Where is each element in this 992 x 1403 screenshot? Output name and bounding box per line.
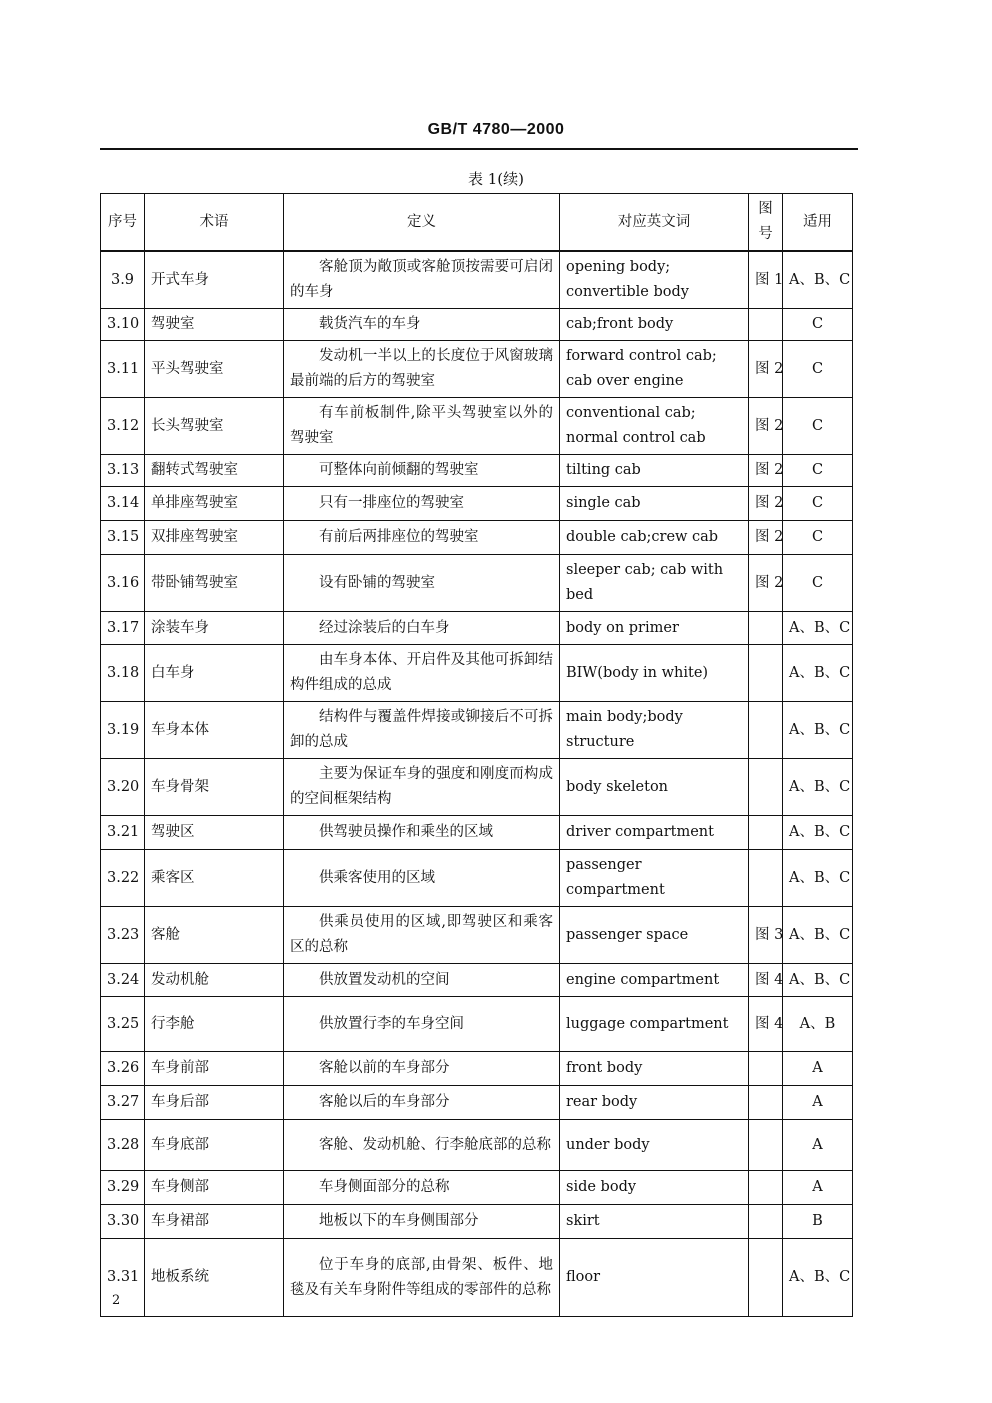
table-row [101, 612, 853, 645]
term-applicable: C [783, 341, 853, 398]
term-applicable: C [783, 398, 853, 455]
term-figure [749, 1052, 783, 1086]
term-name: 平头驾驶室 [145, 341, 284, 398]
term-name: 驾驶区 [145, 816, 284, 850]
term-name: 行李舱 [145, 997, 284, 1052]
term-definition: 地板以下的车身侧围部分 [284, 1205, 560, 1239]
term-definition: 供放置行李的车身空间 [284, 997, 560, 1052]
term-definition: 位于车身的底部,由骨架、板件、地毯及有关车身附件等组成的零部件的总称 [284, 1239, 560, 1317]
table-row [101, 1120, 853, 1171]
term-figure [749, 1205, 783, 1239]
term-definition: 客舱顶为敞顶或客舱顶按需要可启闭的车身 [284, 251, 560, 309]
term-applicable: C [783, 555, 853, 612]
term-name: 驾驶室 [145, 309, 284, 341]
term-name: 翻转式驾驶室 [145, 455, 284, 487]
table-row [101, 850, 853, 907]
column-header-number: 序号 [101, 194, 145, 252]
term-number: 3.24 [101, 964, 145, 997]
column-header-english: 对应英文词 [560, 194, 749, 252]
term-name: 车身本体 [145, 702, 284, 759]
term-name: 涂装车身 [145, 612, 284, 645]
term-definition: 供驾驶员操作和乘坐的区域 [284, 816, 560, 850]
table-row [101, 964, 853, 997]
term-applicable: A、B、C [783, 759, 853, 816]
term-figure: 图 2 [749, 521, 783, 555]
term-number: 3.17 [101, 612, 145, 645]
table-row [101, 1086, 853, 1120]
column-header-term: 术语 [145, 194, 284, 252]
column-header-figure: 图号 [749, 194, 783, 252]
term-english: luggage compartment [560, 997, 749, 1052]
term-name: 车身底部 [145, 1120, 284, 1171]
term-number: 3.15 [101, 521, 145, 555]
term-english: BIW(body in white) [560, 645, 749, 702]
term-number: 3.31 [101, 1239, 145, 1317]
term-applicable: C [783, 521, 853, 555]
term-name: 车身后部 [145, 1086, 284, 1120]
column-header-applicable: 适用 [783, 194, 853, 252]
term-figure: 图 2 [749, 487, 783, 521]
term-name: 带卧铺驾驶室 [145, 555, 284, 612]
term-number: 3.28 [101, 1120, 145, 1171]
term-figure [749, 612, 783, 645]
term-english: passenger compartment [560, 850, 749, 907]
term-definition: 主要为保证车身的强度和刚度而构成的空间框架结构 [284, 759, 560, 816]
term-number: 3.14 [101, 487, 145, 521]
term-applicable: B [783, 1205, 853, 1239]
term-applicable: A [783, 1052, 853, 1086]
table-row [101, 1171, 853, 1205]
term-name: 车身骨架 [145, 759, 284, 816]
term-number: 3.20 [101, 759, 145, 816]
term-english: forward control cab; cab over engine [560, 341, 749, 398]
term-applicable: A、B、C [783, 816, 853, 850]
term-english: rear body [560, 1086, 749, 1120]
term-figure: 图 1 [749, 251, 783, 309]
term-number: 3.22 [101, 850, 145, 907]
term-figure [749, 816, 783, 850]
term-name: 车身前部 [145, 1052, 284, 1086]
table-row [101, 455, 853, 487]
term-english: double cab;crew cab [560, 521, 749, 555]
term-english: opening body; convertible body [560, 251, 749, 309]
term-english: passenger space [560, 907, 749, 964]
table-row [101, 1205, 853, 1239]
term-number: 3.18 [101, 645, 145, 702]
table-row [101, 816, 853, 850]
term-number: 3.25 [101, 997, 145, 1052]
term-english: under body [560, 1120, 749, 1171]
table-row [101, 997, 853, 1052]
term-number: 3.26 [101, 1052, 145, 1086]
term-definition: 发动机一半以上的长度位于风窗玻璃最前端的后方的驾驶室 [284, 341, 560, 398]
term-name: 双排座驾驶室 [145, 521, 284, 555]
term-definition: 有车前板制件,除平头驾驶室以外的驾驶室 [284, 398, 560, 455]
term-number: 3.27 [101, 1086, 145, 1120]
term-applicable: A、B、C [783, 1239, 853, 1317]
term-name: 开式车身 [145, 251, 284, 309]
term-number: 3.9 [101, 251, 145, 309]
term-applicable: C [783, 455, 853, 487]
term-number: 3.29 [101, 1171, 145, 1205]
term-english: conventional cab; normal control cab [560, 398, 749, 455]
term-applicable: A、B、C [783, 612, 853, 645]
table-row [101, 1052, 853, 1086]
term-definition: 客舱以后的车身部分 [284, 1086, 560, 1120]
term-definition: 客舱、发动机舱、行李舱底部的总称 [284, 1120, 560, 1171]
term-english: tilting cab [560, 455, 749, 487]
term-english: single cab [560, 487, 749, 521]
term-english: body skeleton [560, 759, 749, 816]
page-number: 2 [112, 1293, 121, 1308]
term-name: 客舱 [145, 907, 284, 964]
term-english: floor [560, 1239, 749, 1317]
term-figure: 图 4 [749, 997, 783, 1052]
term-name: 单排座驾驶室 [145, 487, 284, 521]
term-figure: 图 3 [749, 907, 783, 964]
term-number: 3.19 [101, 702, 145, 759]
term-applicable: A、B、C [783, 251, 853, 309]
term-number: 3.12 [101, 398, 145, 455]
term-applicable: A [783, 1120, 853, 1171]
term-figure [749, 1086, 783, 1120]
term-figure [749, 850, 783, 907]
term-figure [749, 702, 783, 759]
term-figure: 图 2 [749, 555, 783, 612]
term-name: 发动机舱 [145, 964, 284, 997]
table-row [101, 521, 853, 555]
term-applicable: A、B、C [783, 645, 853, 702]
term-english: skirt [560, 1205, 749, 1239]
term-number: 3.30 [101, 1205, 145, 1239]
term-definition: 经过涂装后的白车身 [284, 612, 560, 645]
table-caption: 表 1(续) [467, 170, 525, 188]
table-header-row [101, 194, 853, 252]
term-english: side body [560, 1171, 749, 1205]
term-english: engine compartment [560, 964, 749, 997]
terms-table [100, 193, 853, 1317]
term-number: 3.23 [101, 907, 145, 964]
term-definition: 供乘员使用的区域,即驾驶区和乘客区的总称 [284, 907, 560, 964]
table-row [101, 759, 853, 816]
term-definition: 客舱以前的车身部分 [284, 1052, 560, 1086]
term-number: 3.13 [101, 455, 145, 487]
term-number: 3.21 [101, 816, 145, 850]
term-definition: 供乘客使用的区域 [284, 850, 560, 907]
table-row [101, 645, 853, 702]
term-name: 长头驾驶室 [145, 398, 284, 455]
term-figure [749, 645, 783, 702]
term-definition: 可整体向前倾翻的驾驶室 [284, 455, 560, 487]
term-figure: 图 2 [749, 455, 783, 487]
table-row [101, 1239, 853, 1317]
table-row [101, 702, 853, 759]
term-name: 乘客区 [145, 850, 284, 907]
term-applicable: A、B、C [783, 850, 853, 907]
term-applicable: A、B [783, 997, 853, 1052]
term-figure [749, 1120, 783, 1171]
table-row [101, 309, 853, 341]
term-figure [749, 1239, 783, 1317]
term-figure: 图 2 [749, 341, 783, 398]
table-row [101, 398, 853, 455]
term-applicable: A [783, 1086, 853, 1120]
term-english: sleeper cab; cab with bed [560, 555, 749, 612]
table-row [101, 487, 853, 521]
term-number: 3.10 [101, 309, 145, 341]
term-english: body on primer [560, 612, 749, 645]
term-figure [749, 759, 783, 816]
term-name: 车身裙部 [145, 1205, 284, 1239]
term-figure [749, 309, 783, 341]
header-rule [100, 148, 858, 150]
term-applicable: A [783, 1171, 853, 1205]
term-applicable: A、B、C [783, 702, 853, 759]
term-definition: 车身侧面部分的总称 [284, 1171, 560, 1205]
term-figure [749, 1171, 783, 1205]
term-definition: 设有卧铺的驾驶室 [284, 555, 560, 612]
term-english: driver compartment [560, 816, 749, 850]
table-row [101, 907, 853, 964]
term-english: main body;body structure [560, 702, 749, 759]
term-applicable: C [783, 309, 853, 341]
table-row [101, 251, 853, 309]
term-english: cab;front body [560, 309, 749, 341]
term-number: 3.11 [101, 341, 145, 398]
term-definition: 由车身本体、开启件及其他可拆卸结构件组成的总成 [284, 645, 560, 702]
table-row [101, 341, 853, 398]
term-name: 地板系统 [145, 1239, 284, 1317]
term-number: 3.16 [101, 555, 145, 612]
table-row [101, 555, 853, 612]
term-definition: 载货汽车的车身 [284, 309, 560, 341]
term-figure: 图 4 [749, 964, 783, 997]
term-definition: 有前后两排座位的驾驶室 [284, 521, 560, 555]
term-name: 白车身 [145, 645, 284, 702]
term-definition: 只有一排座位的驾驶室 [284, 487, 560, 521]
term-applicable: A、B、C [783, 907, 853, 964]
term-definition: 结构件与覆盖件焊接或铆接后不可拆卸的总成 [284, 702, 560, 759]
standard-number: GB/T 4780—2000 [427, 121, 565, 138]
term-applicable: C [783, 487, 853, 521]
term-definition: 供放置发动机的空间 [284, 964, 560, 997]
term-english: front body [560, 1052, 749, 1086]
column-header-definition: 定义 [284, 194, 560, 252]
term-name: 车身侧部 [145, 1171, 284, 1205]
term-figure: 图 2 [749, 398, 783, 455]
term-applicable: A、B、C [783, 964, 853, 997]
